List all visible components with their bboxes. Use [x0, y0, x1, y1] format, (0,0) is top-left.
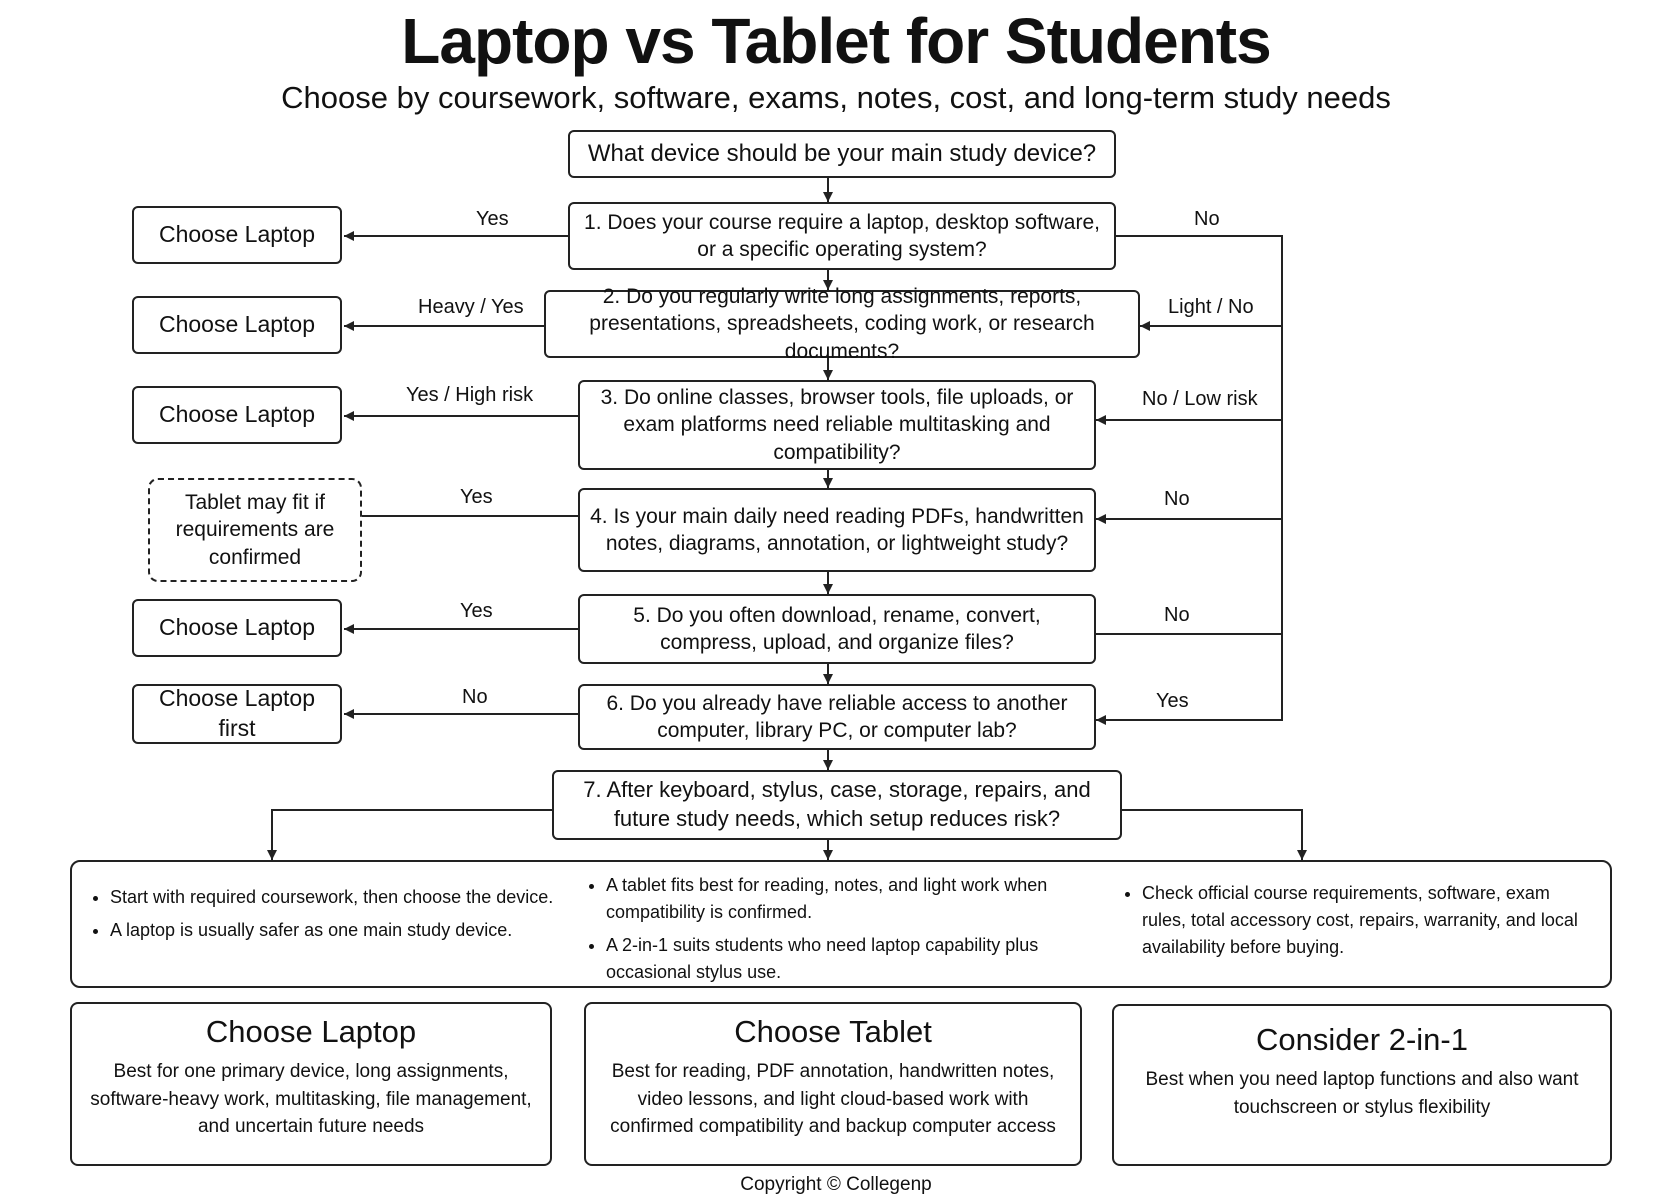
question-6: 6. Do you already have reliable access to another computer, library PC, or computer lab?	[578, 684, 1096, 750]
card-consider-2in1	[1112, 1004, 1612, 1166]
edge-label-q2-no: Light / No	[1168, 296, 1254, 318]
edge-label-q5-yes: Yes	[460, 600, 493, 622]
outcome-q3: Choose Laptop	[132, 386, 342, 444]
arrow-q7-right	[1122, 810, 1302, 860]
edge-label-q6-yes: Yes	[1156, 690, 1189, 712]
edge-label-q4-no: No	[1164, 488, 1190, 510]
card-choose-tablet	[584, 1002, 1082, 1166]
summary-item: • Check official course requirements, software, exam rules, total accessory cost, repairs, warranity, and local availability before buying.	[1142, 880, 1594, 961]
edge-label-q1-yes: Yes	[476, 208, 509, 230]
outcome-q5: Choose Laptop	[132, 599, 342, 657]
card-body: Best for one primary device, long assignments, software-heavy work, multitasking, file management, and uncertain future needs	[90, 1061, 532, 1138]
edge-label-q1-no: No	[1194, 208, 1220, 230]
page-title: Laptop vs Tablet for Students	[401, 5, 1271, 77]
card-title: Choose Laptop	[205, 1014, 417, 1049]
question-2: 2. Do you regularly write long assignments, reports, presentations, spreadsheets, coding work, or research documents?	[544, 290, 1140, 358]
card-title: Choose Tablet	[734, 1014, 932, 1049]
question-7: 7. After keyboard, stylus, case, storage, repairs, and future study needs, which setup reduces risk?	[552, 770, 1122, 840]
question-5: 5. Do you often download, rename, convert, compress, upload, and organize files?	[578, 594, 1096, 664]
summary-item: • A laptop is usually safer as one main study device.	[110, 917, 570, 944]
outcome-q2: Choose Laptop	[132, 296, 342, 354]
question-4: 4. Is your main daily need reading PDFs, handwritten notes, diagrams, annotation, or lightweight study?	[578, 488, 1096, 572]
question-3: 3. Do online classes, browser tools, file uploads, or exam platforms need reliable multitasking and compatibility?	[578, 380, 1096, 470]
arrow-q7-left	[272, 810, 552, 860]
edge-label-q3-no: No / Low risk	[1142, 388, 1258, 410]
card-body: Best when you need laptop functions and also want touchscreen or stylus flexibility	[1145, 1069, 1579, 1118]
edge-label-q4-yes: Yes	[460, 486, 493, 508]
summary-col-3	[1122, 880, 1594, 967]
card-choose-laptop	[70, 1002, 552, 1166]
summary-col-2	[586, 872, 1054, 992]
outcome-q6: Choose Laptop first	[132, 684, 342, 744]
copyright: Copyright © Collegenp	[740, 1174, 932, 1195]
summary-col-1	[90, 884, 570, 950]
edge-label-q5-no: No	[1164, 604, 1190, 626]
edge-label-q2-yes: Heavy / Yes	[418, 296, 524, 318]
card-title: Consider 2-in-1	[1256, 1022, 1468, 1057]
summary-item: • Start with required coursework, then choose the device.	[110, 884, 570, 911]
summary-item: • A 2-in-1 suits students who need laptop capability plus occasional stylus use.	[606, 932, 1054, 986]
outcome-q4-tablet: Tablet may fit if requirements are confirmed	[148, 478, 362, 582]
summary-item: • A tablet fits best for reading, notes, and light work when compatibility is confirmed.	[606, 872, 1054, 926]
question-1: 1. Does your course require a laptop, desktop software, or a specific operating system?	[568, 202, 1116, 270]
card-body: Best for reading, PDF annotation, handwritten notes, video lessons, and light cloud-based work with confirmed compatibility and backup computer access	[610, 1061, 1056, 1138]
page-subtitle: Choose by coursework, software, exams, notes, cost, and long-term study needs	[281, 80, 1391, 115]
edge-label-q3-yes: Yes / High risk	[406, 384, 534, 406]
edge-label-q6-no: No	[462, 686, 488, 708]
start-box: What device should be your main study device?	[568, 130, 1116, 178]
outcome-q1: Choose Laptop	[132, 206, 342, 264]
